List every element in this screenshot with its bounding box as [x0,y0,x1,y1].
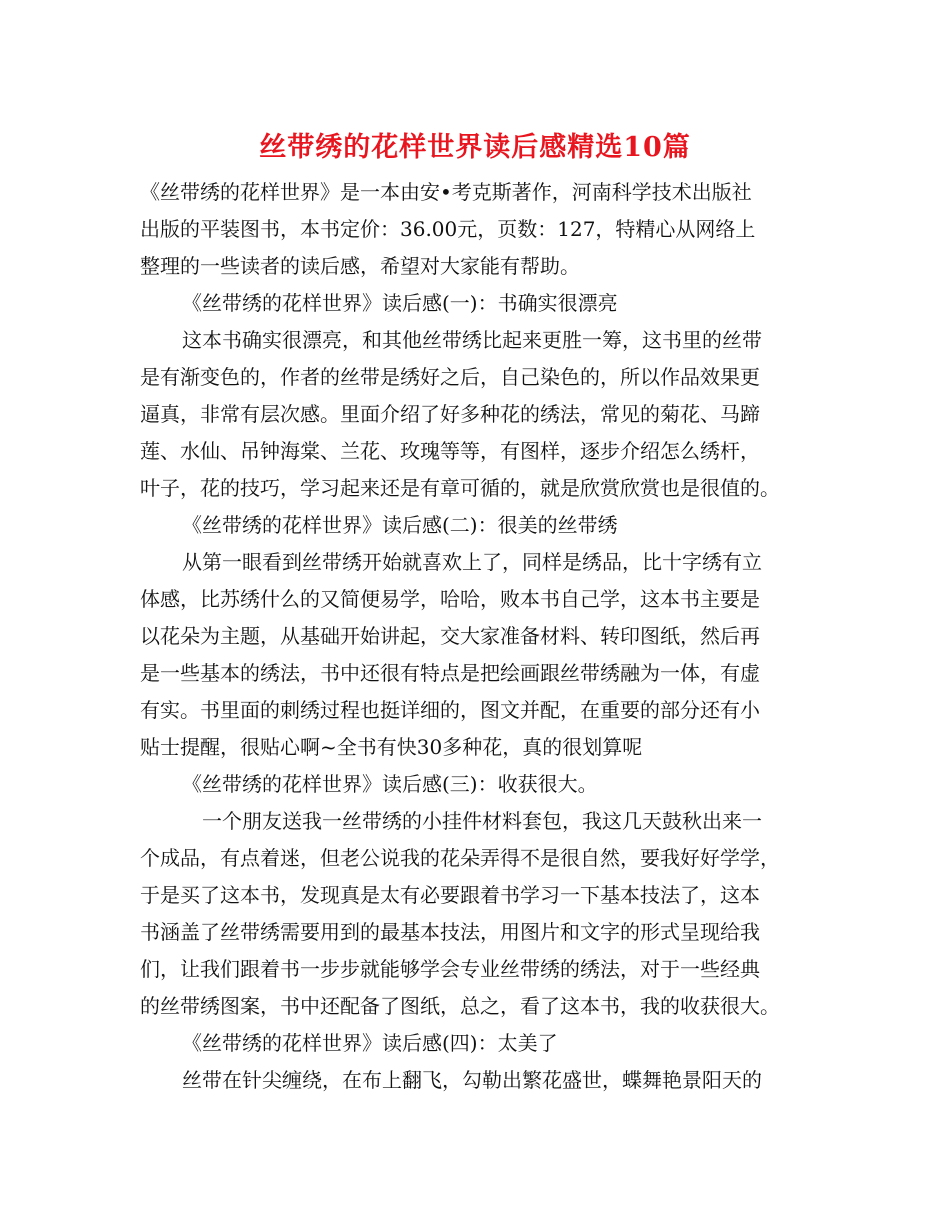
section-heading-2: 《丝带绣的花样世界》读后感(二)：很美的丝带绣 [182,513,618,537]
paragraph-line: 书涵盖了丝带绣需要用到的最基本技法，用图片和文字的形式呈现给我 [140,920,760,944]
paragraph-line: 逼真，非常有层次感。里面介绍了好多种花的绣法，常见的菊花、马蹄 [140,402,760,426]
paragraph-line: 从第一眼看到丝带绣开始就喜欢上了，同样是绣品，比十字绣有立 [182,550,762,574]
section-heading-1: 《丝带绣的花样世界》读后感(一)：书确实很漂亮 [182,291,618,315]
intro-line: 整理的一些读者的读后感，希望对大家能有帮助。 [140,254,580,278]
section-heading-3: 《丝带绣的花样世界》读后感(三)：收获很大。 [182,772,598,796]
paragraph-line: 的丝带绣图案，书中还配备了图纸，总之，看了这本书，我的收获很大。 [140,994,780,1018]
paragraph-line: 体感，比苏绣什么的又简便易学，哈哈，败本书自己学，这本书主要是 [140,587,760,611]
paragraph-line: 是有渐变色的，作者的丝带是绣好之后，自己染色的，所以作品效果更 [140,365,760,389]
paragraph-line: 莲、水仙、吊钟海棠、兰花、玫瑰等等，有图样，逐步介绍怎么绣杆， [140,439,760,463]
paragraph-line: 个成品，有点着迷，但老公说我的花朵弄得不是很自然，要我好好学学， [140,846,780,870]
paragraph-line: 于是买了这本书，发现真是太有必要跟着书学习一下基本技法了，这本 [140,883,760,907]
document-body [140,174,818,1099]
paragraph-line: 有实。书里面的刺绣过程也挺详细的，图文并配，在重要的部分还有小 [140,698,760,722]
paragraph-line: 贴士提醒，很贴心啊~全书有快30多种花，真的很划算呢 [140,735,643,759]
paragraph-line: 是一些基本的绣法，书中还很有特点是把绘画跟丝带绣融为一体，有虚 [140,661,760,685]
paragraph-line: 以花朵为主题，从基础开始讲起，交大家准备材料、转印图纸，然后再 [140,624,760,648]
intro-line: 《丝带绣的花样世界》是一本由安•考克斯著作，河南科学技术出版社 [140,180,752,204]
document-title: 丝带绣的花样世界读后感精选10篇 [259,132,691,163]
section-heading-4: 《丝带绣的花样世界》读后感(四)：太美了 [182,1031,558,1055]
paragraph-line: 一个朋友送我一丝带绣的小挂件材料套包，我这几天鼓秋出来一 [202,809,762,833]
paragraph-line: 丝带在针尖缠绕，在布上翻飞，勾勒出繁花盛世，蝶舞艳景阳天的 [182,1068,762,1092]
paragraph-line: 这本书确实很漂亮，和其他丝带绣比起来更胜一筹，这书里的丝带 [182,328,762,352]
paragraph-line: 们，让我们跟着书一步步就能够学会专业丝带绣的绣法，对于一些经典 [140,957,760,981]
intro-line: 出版的平装图书，本书定价：36.00元，页数：127，特精心从网络上 [140,217,756,241]
paragraph-line: 叶子，花的技巧，学习起来还是有章可循的，就是欣赏欣赏也是很值的。 [140,476,780,500]
